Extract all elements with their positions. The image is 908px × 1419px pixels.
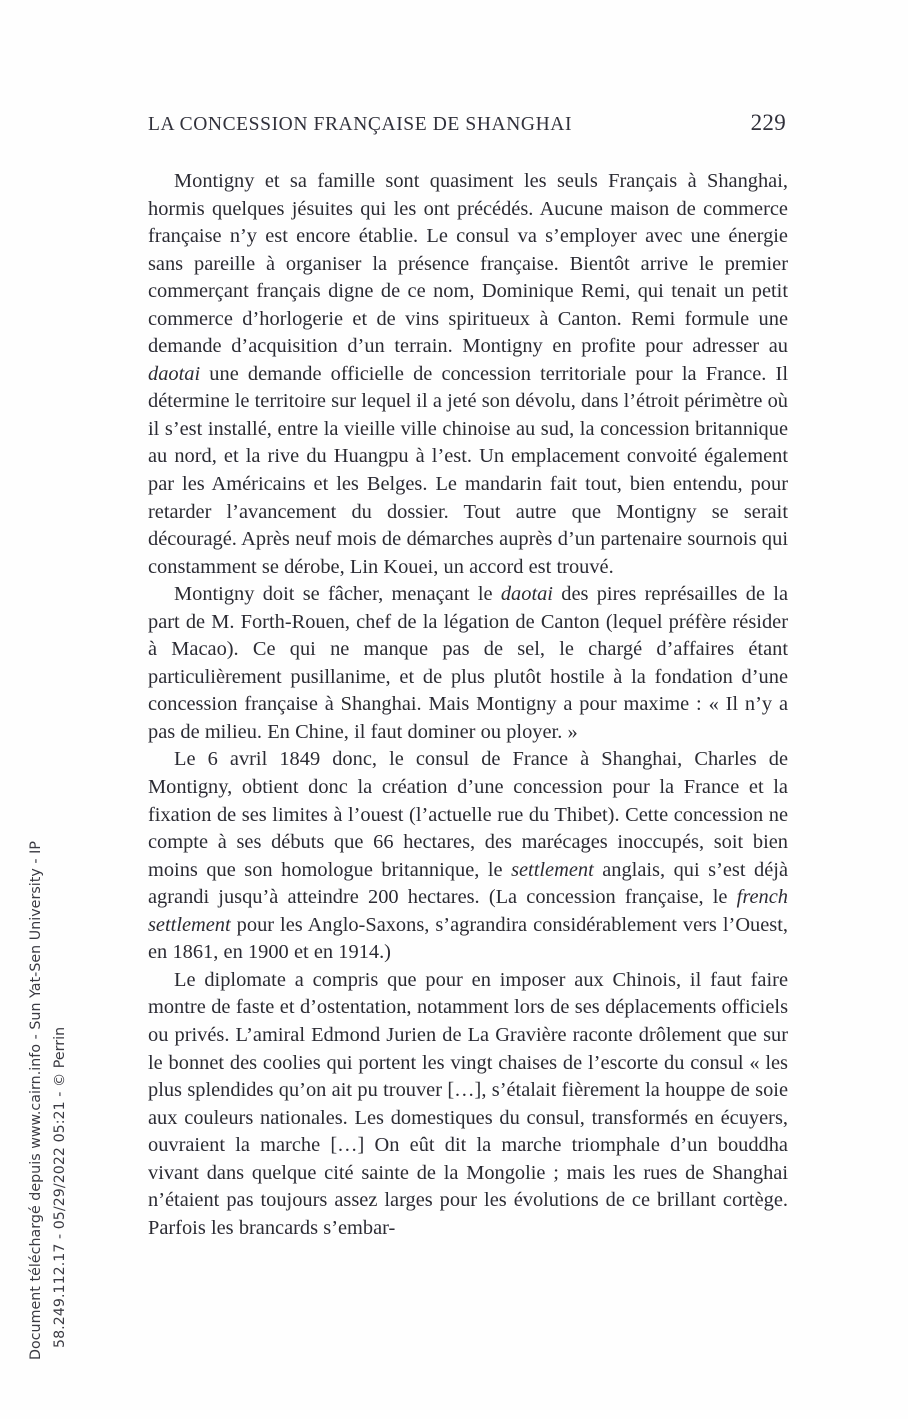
text-run: Montigny doit se fâcher, menaçant le [174, 583, 501, 606]
emphasized-term: daotai [500, 583, 553, 606]
running-header-title: LA CONCESSION FRANÇAISE DE SHANGHAI [148, 114, 573, 135]
body-paragraph [148, 168, 788, 581]
text-run: une demande officielle de concession territoriale pour la France. Il détermine le territoire sur lequel il a jeté son dévolu, dans l’étroit périmètre où il s’est installé, entre la vieille ville chinoise au sud, la concession britannique au nord, et la rive du Huangpu à l’est. Un emplacement convoité également par les Américains et les Belges. Le mandarin fait tout, bien entendu, pour retarder l’avancement du dossier. Tout autre que Montigny se serait découragé. Après neuf mois de démarches auprès d’un partenaire sournois qui constamment se dérobe, Lin Kouei, un accord est trouvé. [148, 362, 788, 578]
text-run: Le 6 avril 1849 donc, le consul de France à Shanghai, Charles de Montigny, obtient donc la création d’une concession pour la France et la fixation de ses limites à l’ouest (l’actuelle rue du Thibet). Cette concession ne compte à ses débuts que 66 hectares, des marécages inoccupés, soit bien moins que son homologue britannique, le [148, 748, 788, 881]
body-paragraph [148, 967, 788, 1242]
cairn-watermark [0, 0, 70, 1419]
text-run: pour les Anglo-Saxons, s’agrandira considérablement vers l’Ouest, en 1861, en 1900 et en 1914.) [148, 913, 788, 964]
emphasized-term: settlement [511, 858, 594, 881]
watermark-line-ip-timestamp: 58.249.112.17 - 05/29/2022 05:21 - © Perrin [52, 1026, 68, 1348]
text-run: Montigny et sa famille sont quasiment les seuls Français à Shanghai, hormis quelques jésuites qui les ont précédés. Aucune maison de commerce française n’y est encore établie. Le consul va s’employer avec une énergie sans pareille à organiser la présence française. Bientôt arrive le premier commerçant français digne de ce nom, Dominique Remi, qui tenait un petit commerce d’horlogerie et de vins spiritueux à Canton. Remi formule une demande d’acquisition d’un terrain. Montigny en profite pour adresser au [148, 170, 788, 358]
text-run: anglais, qui s’est déjà agrandi jusqu’à atteindre 200 hectares. (La concession française, le [148, 858, 788, 909]
page-number: 229 [750, 110, 786, 135]
emphasized-term: french settlement [148, 886, 788, 936]
watermark-line-source: Document téléchargé depuis www.cairn.info - Sun Yat-Sen University - IP [28, 841, 44, 1360]
body-paragraph [148, 746, 788, 966]
body-paragraph [148, 581, 788, 746]
text-run: Le diplomate a compris que pour en imposer aux Chinois, il faut faire montre de faste et d’ostentation, notamment lors de ses déplacements officiels ou privés. L’amiral Edmond Jurien de La Gravière raconte drôlement que sur le bonnet des coolies qui portent les vingt chaises de l’escorte du consul « les plus splendides qu’on ait pu trouver […], s’étalait fièrement la houppe de soie aux couleurs nationales. Les domestiques du consul, transformés en écuyers, ouvraient la marche […] On eût dit la marche triomphale d’un bouddha vivant dans quelque cité sainte de la Mongolie ; mais les rues de Shanghai n’étaient pas toujours assez larges pour les évolutions de ce brillant cortège. Parfois les brancards s’embar- [148, 968, 788, 1239]
running-header [148, 110, 786, 140]
emphasized-term: daotai [148, 362, 201, 385]
text-run: des pires représailles de la part de M. Forth-Rouen, chef de la légation de Canton (lequel préfère résider à Macao). Ce qui ne manque pas de sel, le chargé d’affaires étant particulièrement pusillanime, et de plus plutôt hostile à la fondation d’une concession française à Shanghai. Mais Montigny a pour maxime : « Il n’y a pas de milieu. En Chine, il faut dominer ou ployer. » [148, 583, 788, 743]
body-text-column [148, 168, 788, 1242]
